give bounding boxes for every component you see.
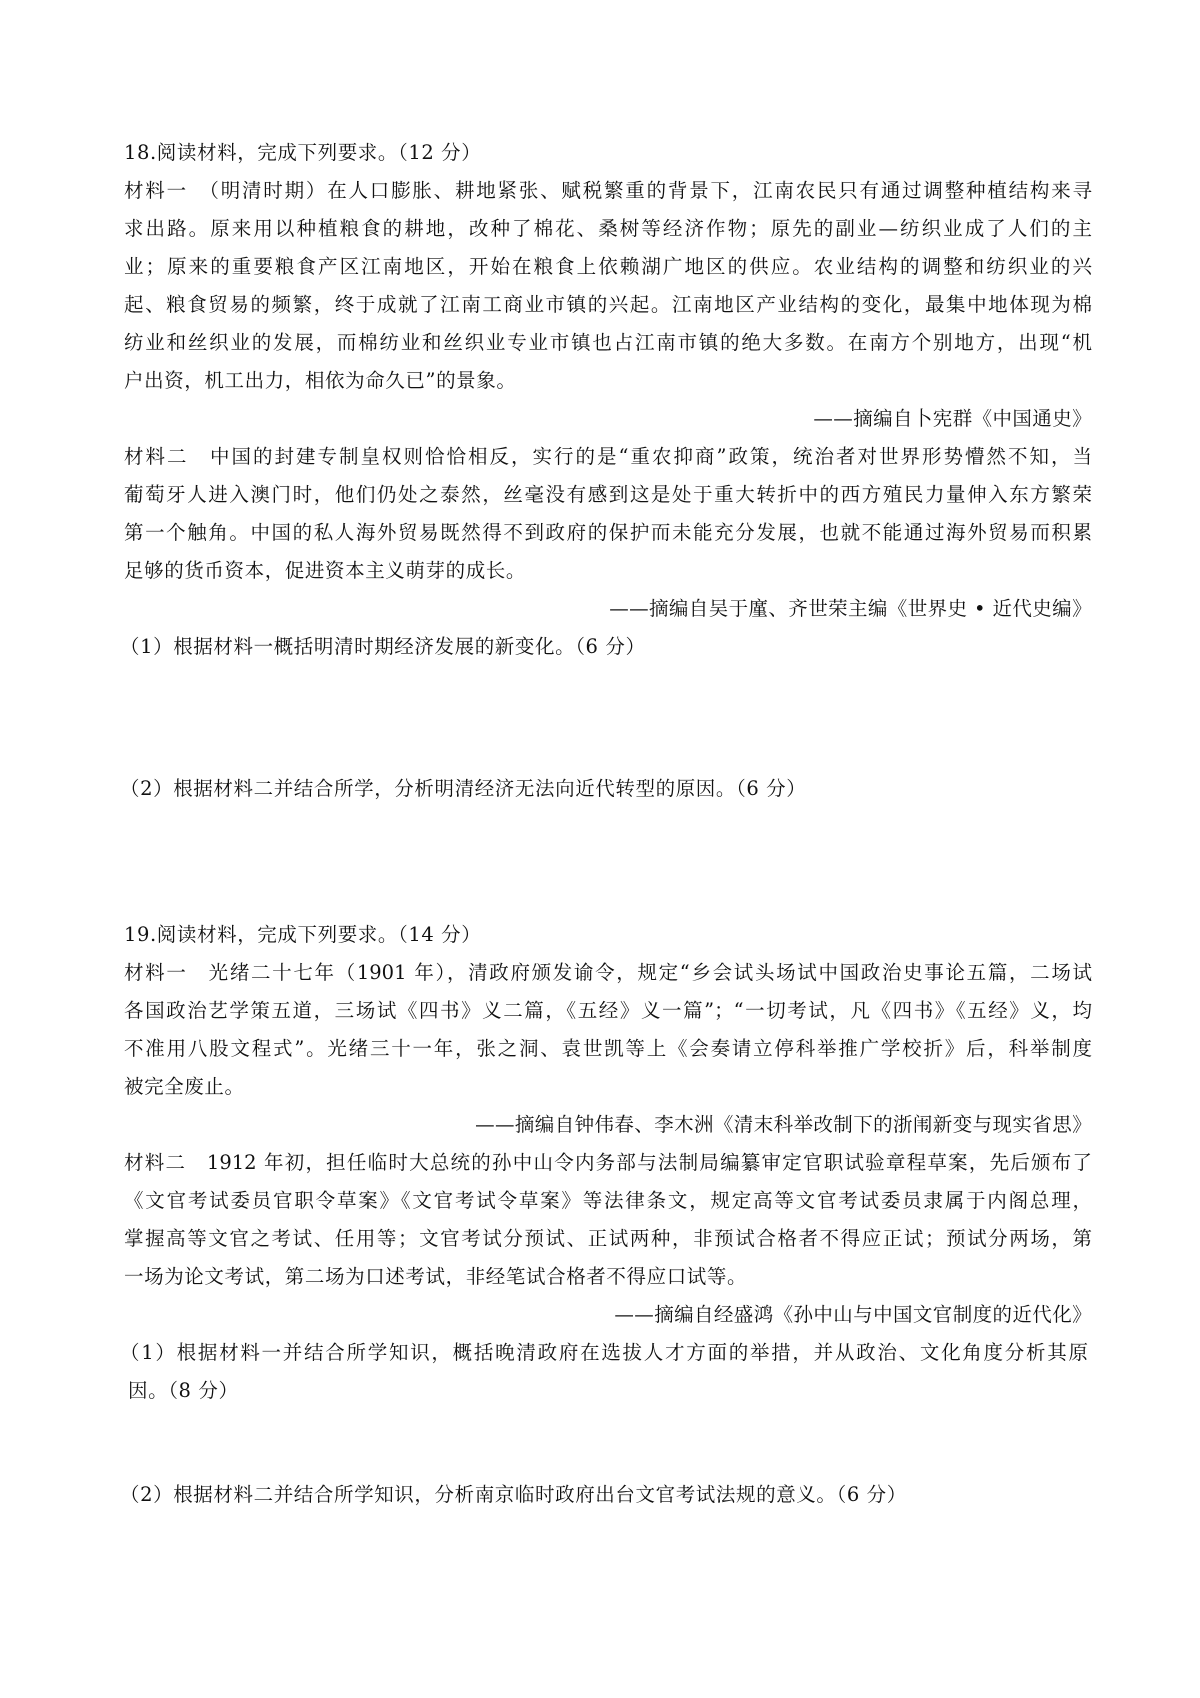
q19-material1-line: 不准用八股文程式”。光绪三十一年，张之洞、袁世凯等上《会奏请立停科举推广学校折》后，科举制度 xyxy=(124,1037,1092,1060)
q19-material1-line: 各国政治艺学策五道，三场试《四书》义二篇，《五经》义一篇”；“一切考试，凡《四书》《五经》义，均 xyxy=(124,999,1092,1022)
q18-material2-line: 第一个触角。中国的私人海外贸易既然得不到政府的保护而未能充分发展，也就不能通过海外贸易而积累 xyxy=(124,521,1092,544)
q19-material1-line: 材料一 光绪二十七年（1901 年），清政府颁发谕令，规定“乡会试头场试中国政治史事论五篇，二场试 xyxy=(124,961,1092,984)
q19-subquestion-1-cont: 因。（8 分） xyxy=(128,1379,239,1402)
q18-material1-line: 户出资，机工出力，相依为命久已”的景象。 xyxy=(124,369,517,392)
q19-material2-source: ——摘编自经盛鸿《孙中山与中国文官制度的近代化》 xyxy=(614,1303,1092,1326)
q18-material1-line: 纺业和丝织业的发展，而棉纺业和丝织业专业市镇也占江南市镇的绝大多数。在南方个别地方，出现“机 xyxy=(124,331,1092,354)
q19-material2-line: 《文官考试委员官职令草案》《文官考试令草案》等法律条文，规定高等文官考试委员隶属于内阁总理， xyxy=(124,1189,1092,1212)
q18-material1-line: 材料一 （明清时期）在人口膨胀、耕地紧张、赋税繁重的背景下，江南农民只有通过调整种植结构来寻 xyxy=(124,179,1092,202)
q18-material2-line: 足够的货币资本，促进资本主义萌芽的成长。 xyxy=(124,559,527,582)
q18-material1-line: 起、粮食贸易的频繁，终于成就了江南工商业市镇的兴起。江南地区产业结构的变化，最集中地体现为棉 xyxy=(124,293,1092,316)
q18-material2-source: ——摘编自吴于廑、齐世荣主编《世界史 • 近代史编》 xyxy=(609,597,1092,620)
q18-title: 18.阅读材料，完成下列要求。（12 分） xyxy=(124,141,482,164)
q19-subquestion-2: （2）根据材料二并结合所学知识，分析南京临时政府出台文官考试法规的意义。（6 分） xyxy=(120,1483,907,1506)
q19-material2-line: 一场为论文考试，第二场为口述考试，非经笔试合格者不得应口试等。 xyxy=(124,1265,748,1288)
q18-subquestion-2: （2）根据材料二并结合所学，分析明清经济无法向近代转型的原因。（6 分） xyxy=(120,777,807,800)
q18-material1-line: 求出路。原来用以种植粮食的耕地，改种了棉花、桑树等经济作物；原先的副业—纺织业成了人们的主 xyxy=(124,217,1092,240)
q18-material1-line: 业；原来的重要粮食产区江南地区，开始在粮食上依赖湖广地区的供应。农业结构的调整和纺织业的兴 xyxy=(124,255,1092,278)
q18-material2-line: 葡萄牙人进入澳门时，他们仍处之泰然，丝毫没有感到这是处于重大转折中的西方殖民力量伸入东方繁荣 xyxy=(124,483,1092,506)
q19-material1-line: 被完全废止。 xyxy=(124,1075,245,1098)
q19-subquestion-1: （1）根据材料一并结合所学知识，概括晚清政府在选拔人才方面的举措，并从政治、文化角度分析其原 xyxy=(120,1341,1088,1364)
q19-title: 19.阅读材料，完成下列要求。（14 分） xyxy=(124,923,482,946)
q19-material1-source: ——摘编自钟伟春、李木洲《清末科举改制下的浙闱新变与现实省思》 xyxy=(475,1113,1092,1136)
q19-material2-line: 材料二 1912 年初，担任临时大总统的孙中山令内务部与法制局编纂审定官职试验章程草案，先后颁布了 xyxy=(124,1151,1092,1174)
q18-subquestion-1: （1）根据材料一概括明清时期经济发展的新变化。（6 分） xyxy=(120,635,646,658)
q18-material2-line: 材料二 中国的封建专制皇权则恰恰相反，实行的是“重农抑商”政策，统治者对世界形势懵然不知，当 xyxy=(124,445,1092,468)
q19-material2-line: 掌握高等文官之考试、任用等；文官考试分预试、正试两种，非预试合格者不得应正试；预试分两场，第 xyxy=(124,1227,1092,1250)
q18-material1-source: ——摘编自卜宪群《中国通史》 xyxy=(813,407,1092,430)
